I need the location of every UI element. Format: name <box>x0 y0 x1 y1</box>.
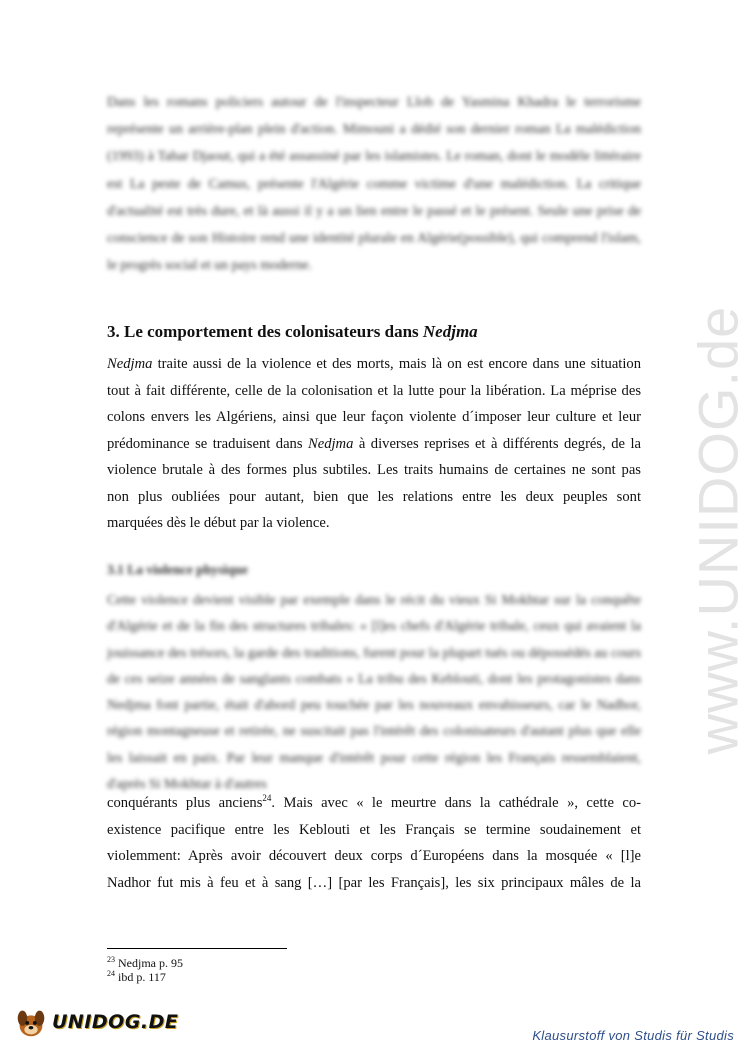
footnotes <box>107 956 183 984</box>
section-3-heading <box>107 320 641 344</box>
body-line <box>107 790 641 817</box>
line-text: colons envers les Algériens, ainsi que leur façon violente d´imposer leur culture et leur <box>107 409 641 425</box>
body-line <box>107 843 641 870</box>
body-line <box>107 457 641 484</box>
footer-tagline: Klausurstoff von Studis für Studis <box>532 1028 734 1043</box>
line-text: non plus oubliées pour autant, bien que les relations entre les deux peuples sont <box>107 488 641 505</box>
line-text: tout à fait différente, celle de la colonisation et la lutte pour la libération. La méprise des <box>107 382 641 399</box>
section-3-heading-italic: Nedjma <box>422 322 478 341</box>
body-line <box>107 378 641 405</box>
section-3-1-visible-text <box>107 790 641 896</box>
section-3-heading-text: 3. Le comportement des colonisateurs dans <box>107 322 423 341</box>
body-line <box>107 817 641 844</box>
line-text: conquérants plus anciens <box>107 795 263 811</box>
line-text: existence pacifique entre les Keblouti et les Français se termine soudainement et <box>107 821 641 838</box>
unidog-logo[interactable] <box>12 1002 178 1042</box>
dog-icon <box>12 1003 50 1041</box>
blurred-paragraph-section-3-1: Cette violence devient visible par exemple dans le récit du vieux Si Mokhtar sur la conquête d'Algérie et de la fin des structures tribales: « [l]es chefs d'Algérie tribale, ceux qui avaient la jouissance des trésors, la garde des traditions, furent pour la plupart tués ou dépossédés au cours de ces seize années de sanglants combats » La tribu des Keblouti, dont les protagonistes dans Nedjma font partie, était d'abord peu touchée par les nouveaux envahisseurs, car le Nadhor, région montagneuse et retirée, ne suscitait pas l'intérêt des colonisateurs d'autant plus que elle les laissait en paix. Par leur manque d'intérêt pour cette région les Français ressemblaient, d'après Si Mokhtar à d'autres <box>107 592 641 792</box>
body-line <box>107 870 641 897</box>
section-3-body <box>107 351 641 537</box>
body-line <box>107 351 641 378</box>
body-line <box>107 404 641 431</box>
italic-title: Nedjma <box>307 435 354 452</box>
line-text: traite aussi de la violence et des morts, mais là on est encore dans une situation <box>152 356 641 372</box>
footnote-text: ibd p. 117 <box>115 970 166 984</box>
logo-text: UNIDOG.DE <box>52 1011 179 1033</box>
watermark-text: www.UNIDOG.de <box>686 305 750 755</box>
blurred-paragraph-top: Dans les romans policiers autour de l'inspecteur Llob de Yasmina Khadra le terrorisme représente un arrière-plan plein d'action. Mimouni a dédié son dernier roman La malédiction (1993) à Tahar Djaout, qui a été assassiné par les islamistes. Le roman, dont le modèle littéraire est La peste de Camus, présente l'Algérie comme victime d'une malédiction. La critique d'actualité est très dure, et là aussi il y a un lien entre le passé et le présent. Seule une prise de conscience de son Histoire rend une identité plurale en Algérie(possible), qui comprend l'islam, le progrès social et un pays moderne. <box>107 94 641 273</box>
line-text: prédominance se traduisent dans <box>107 435 308 452</box>
line-text: . Mais avec « le meurtre dans la cathédrale », cette co- <box>271 795 641 811</box>
line-text: à diverses reprises et à différents degrés, de la <box>353 435 641 452</box>
italic-title: Nedjma <box>107 356 153 372</box>
footnote-number: 24 <box>107 969 115 978</box>
body-line <box>107 510 641 537</box>
line-text: violence brutale à des formes plus subtiles. Les traits humains de certaines ne sont pas <box>107 462 641 478</box>
line-text: marquées dès le début par la violence. <box>107 515 330 531</box>
line-text: violemment: Après avoir découvert deux corps d´Européens dans la mosquée « [l]e <box>107 848 641 864</box>
body-line <box>107 484 641 511</box>
body-line <box>107 431 641 458</box>
footnote <box>107 956 183 970</box>
footnote-ref: 24 <box>262 793 272 804</box>
section-3-1-heading: 3.1 La violence physique <box>107 562 249 577</box>
footnote-divider <box>107 948 287 949</box>
footnote <box>107 970 183 984</box>
footnote-text: Nedjma p. 95 <box>115 956 183 970</box>
footnote-number: 23 <box>107 955 115 964</box>
line-text: Nadhor fut mis à feu et à sang […] [par les Français], les six principaux mâles de la <box>107 874 641 891</box>
